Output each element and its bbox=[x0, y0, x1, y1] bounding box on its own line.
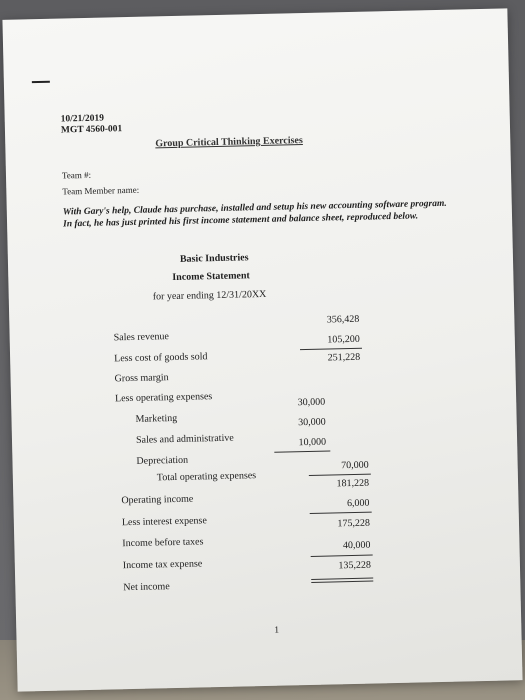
company-name: Basic Industries bbox=[179, 252, 249, 265]
subtotal-rule bbox=[311, 555, 373, 557]
line-label: Less interest expense bbox=[121, 515, 207, 529]
line-label: Net income bbox=[123, 581, 170, 594]
page-number: 1 bbox=[274, 625, 280, 636]
line-amount: 105,200 bbox=[327, 333, 360, 346]
line-label: Marketing bbox=[135, 412, 178, 425]
line-amount: 135,228 bbox=[338, 559, 372, 572]
team-member-label: Team Member name: bbox=[62, 184, 140, 197]
line-amount: 30,000 bbox=[297, 396, 326, 409]
line-label: Total operating expenses bbox=[156, 470, 257, 484]
page-mark bbox=[32, 81, 50, 83]
subtotal-rule bbox=[274, 450, 330, 452]
line-amount: 30,000 bbox=[298, 416, 326, 429]
date-text: 10/21/2019 bbox=[60, 113, 105, 125]
line-label: Income tax expense bbox=[122, 558, 203, 572]
statement-period: for year ending 12/31/20XX bbox=[152, 288, 267, 303]
intro-paragraph: With Gary's help, Claude has purchase, installed and setup his new accounting software program. In fact, he has just printed his first income statement and balance sheet, reproduced below. bbox=[62, 198, 447, 230]
line-amount: 70,000 bbox=[341, 459, 369, 472]
line-amount: 40,000 bbox=[342, 539, 371, 552]
document-page bbox=[2, 8, 522, 691]
line-label: Sales and administrative bbox=[135, 432, 234, 446]
line-amount: 251,228 bbox=[327, 351, 361, 364]
subtotal-rule bbox=[300, 348, 362, 350]
line-amount: 10,000 bbox=[298, 436, 327, 449]
double-rule bbox=[311, 581, 373, 583]
line-label: Sales revenue bbox=[113, 331, 170, 344]
line-amount: 175,228 bbox=[337, 517, 371, 530]
line-label: Depreciation bbox=[136, 454, 189, 467]
line-amount: 181,228 bbox=[336, 477, 370, 490]
double-rule bbox=[311, 578, 373, 580]
line-amount: 356,428 bbox=[326, 313, 360, 326]
line-amount: 6,000 bbox=[346, 497, 370, 510]
line-label: Income before taxes bbox=[122, 536, 204, 550]
document-title: Group Critical Thinking Exercises bbox=[155, 135, 303, 150]
course-text: MGT 4560-001 bbox=[60, 124, 123, 136]
subtotal-rule bbox=[309, 474, 371, 476]
line-label: Gross margin bbox=[114, 372, 169, 385]
line-label: Less cost of goods sold bbox=[114, 351, 208, 365]
line-label: Less operating expenses bbox=[114, 391, 213, 405]
statement-name: Income Statement bbox=[172, 270, 250, 284]
team-number-label: Team #: bbox=[61, 169, 92, 181]
line-label: Operating income bbox=[121, 493, 194, 507]
subtotal-rule bbox=[310, 512, 372, 514]
